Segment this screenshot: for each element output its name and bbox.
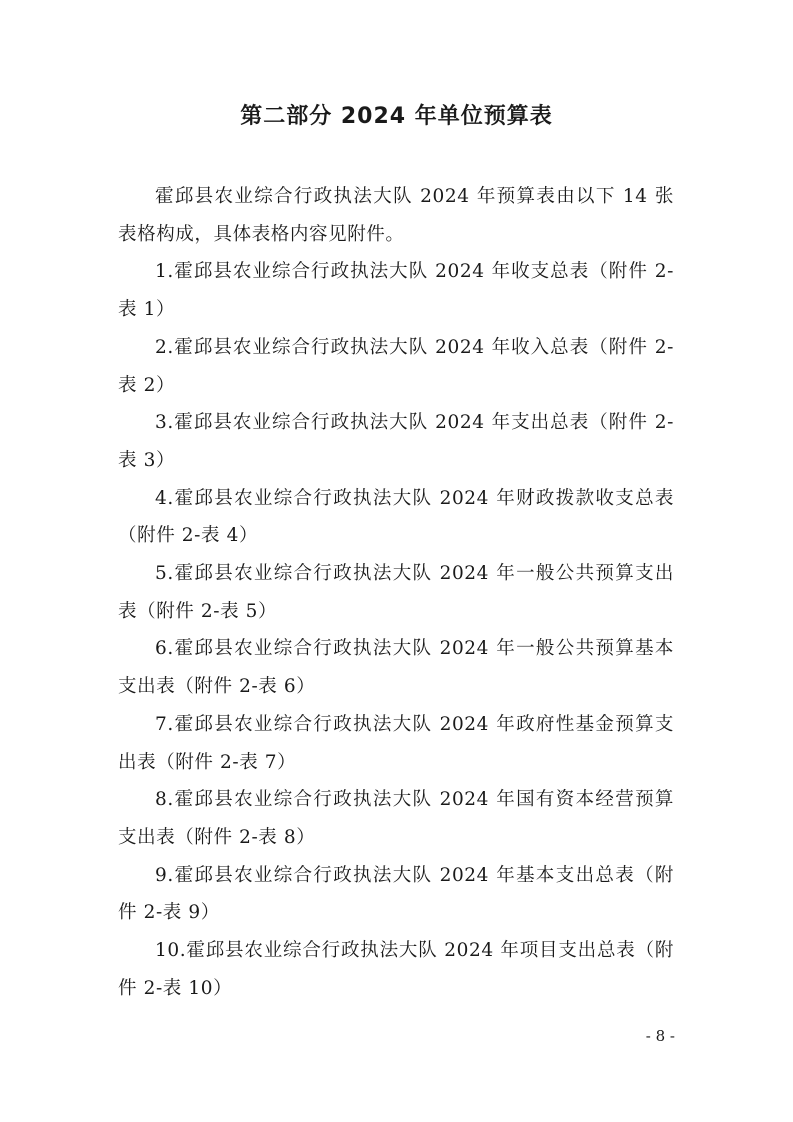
intro-paragraph: 霍邱县农业综合行政执法大队 2024 年预算表由以下 14 张表格构成，具体表格内容见附件。 xyxy=(118,186,674,245)
list-item: 9.霍邱县农业综合行政执法大队 2024 年基本支出总表（附件 2-表 9） xyxy=(118,864,674,924)
document-body xyxy=(118,178,674,1007)
list-item: 7.霍邱县农业综合行政执法大队 2024 年政府性基金预算支出表（附件 2-表 7） xyxy=(118,713,674,773)
page-number: - 8 - xyxy=(645,1027,675,1045)
page-title: 第二部分 2024 年单位预算表 xyxy=(240,104,553,129)
list-item: 8.霍邱县农业综合行政执法大队 2024 年国有资本经营预算支出表（附件 2-表 8） xyxy=(118,789,674,848)
list-item: 6.霍邱县农业综合行政执法大队 2024 年一般公共预算基本支出表（附件 2-表 6） xyxy=(118,638,674,698)
list-item: 5.霍邱县农业综合行政执法大队 2024 年一般公共预算支出表（附件 2-表 5） xyxy=(118,563,674,622)
list-item: 2.霍邱县农业综合行政执法大队 2024 年收入总表（附件 2-表 2） xyxy=(118,336,674,396)
list-item: 4.霍邱县农业综合行政执法大队 2024 年财政拨款收支总表（附件 2-表 4） xyxy=(118,487,674,547)
list-item: 10.霍邱县农业综合行政执法大队 2024 年项目支出总表（附件 2-表 10） xyxy=(118,940,674,999)
list-item: 1.霍邱县农业综合行政执法大队 2024 年收支总表（附件 2-表 1） xyxy=(118,261,674,321)
list-item: 3.霍邱县农业综合行政执法大队 2024 年支出总表（附件 2-表 3） xyxy=(118,412,674,471)
